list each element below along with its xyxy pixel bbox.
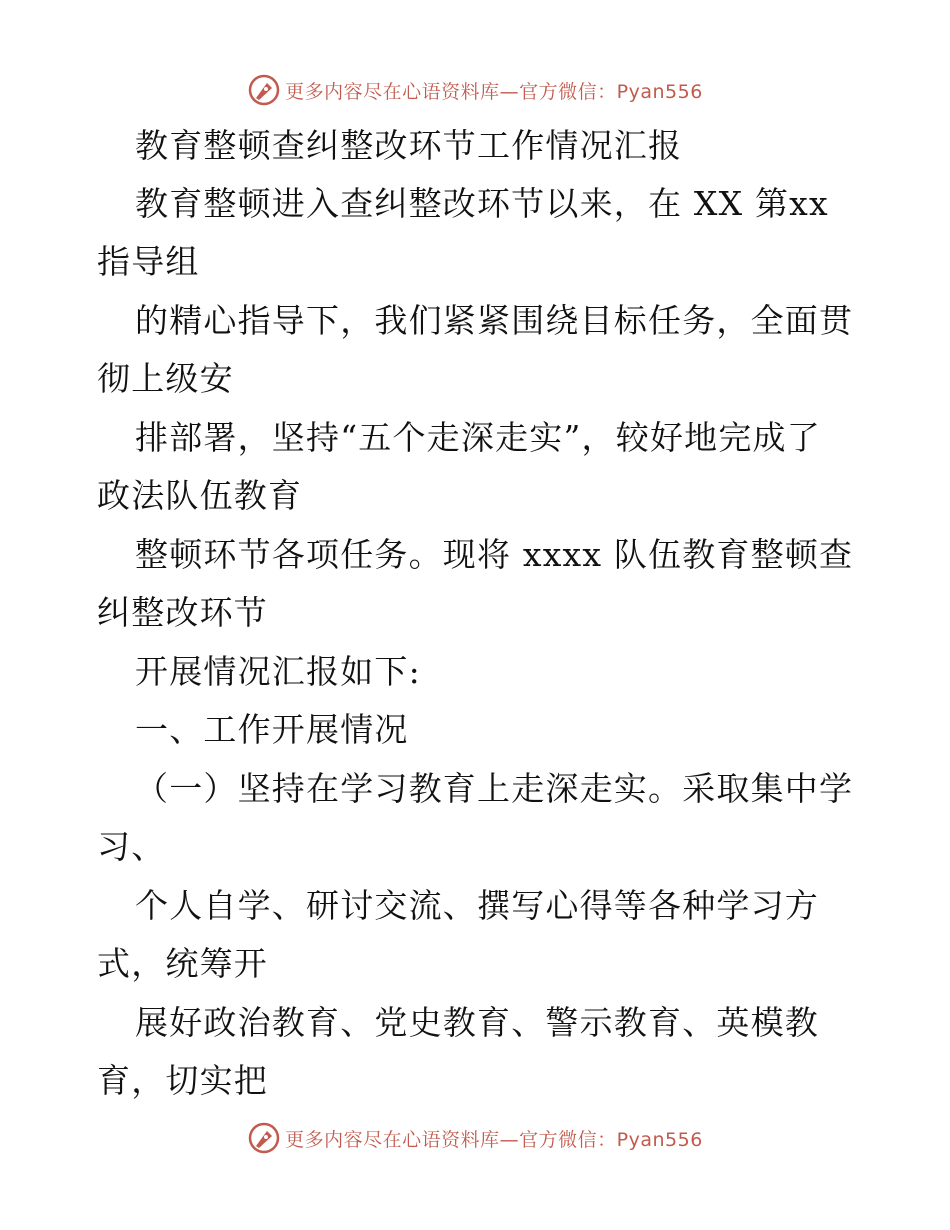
- paragraph-line: 式，统筹开: [97, 944, 268, 983]
- paragraph-line: 教育整顿进入查纠整改环节以来，在 XX 第xx: [135, 184, 829, 223]
- pen-nib-logo-icon: [247, 1121, 281, 1155]
- paragraph-line: 政法队伍教育: [97, 476, 303, 515]
- paragraph-line: 个人自学、研讨交流、撰写心得等各种学习方: [135, 886, 819, 925]
- subsection-heading: （一）坚持在学习教育上走深走实。采取集中学: [135, 769, 854, 808]
- paragraph-line: 开展情况汇报如下:: [135, 652, 421, 691]
- paragraph-line: 排部署，坚持“五个走深走实”，较好地完成了: [135, 418, 821, 457]
- section-heading: 一、工作开展情况: [135, 710, 409, 749]
- paragraph-line: 纠整改环节: [97, 593, 268, 632]
- document-title: 教育整顿查纠整改环节工作情况汇报: [135, 126, 683, 165]
- paragraph-line: 的精心指导下，我们紧紧围绕目标任务，全面贯: [135, 301, 854, 340]
- watermark-text: 更多内容尽在心语资料库—官方微信：Pyan556: [285, 80, 703, 103]
- paragraph-line: 指导组: [97, 242, 200, 281]
- paragraph-line: 整顿环节各项任务。现将 xxxx 队伍教育整顿查: [135, 535, 854, 574]
- paragraph-line: 彻上级安: [97, 359, 234, 398]
- paragraph-line: 习、: [97, 827, 166, 866]
- watermark-text: 更多内容尽在心语资料库—官方微信：Pyan556: [285, 1128, 703, 1151]
- paragraph-line: 展好政治教育、党史教育、警示教育、英模教: [135, 1003, 819, 1042]
- footer-watermark: [0, 1118, 950, 1158]
- paragraph-line: 育，切实把: [97, 1061, 268, 1100]
